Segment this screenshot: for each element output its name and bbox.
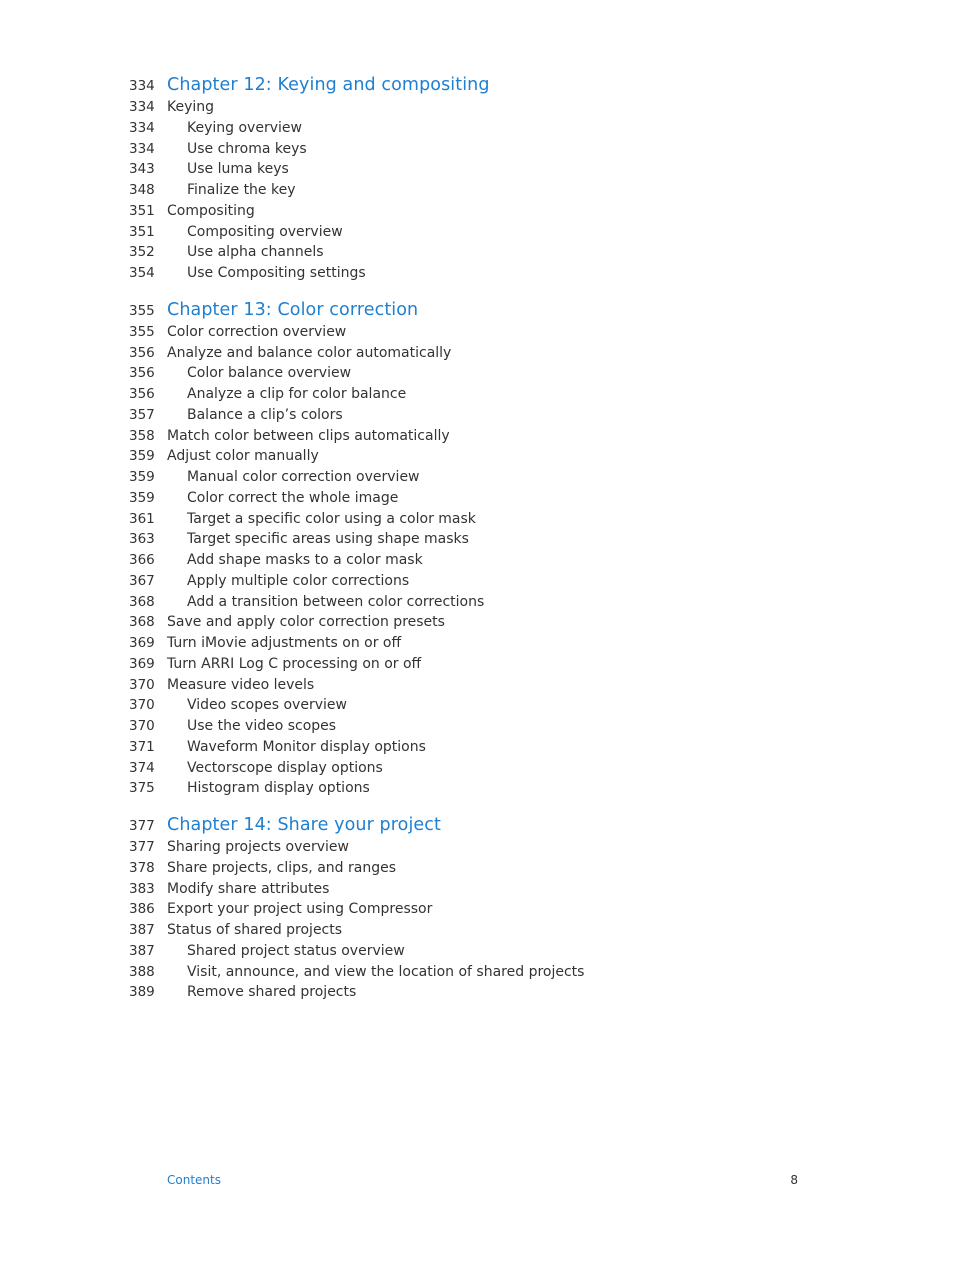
chapter-12-section: [0, 73, 954, 284]
toc-entry-label[interactable]: Histogram display options: [187, 780, 370, 797]
toc-entry-label[interactable]: Export your project using Compressor: [167, 901, 433, 918]
toc-entry[interactable]: [0, 405, 954, 426]
toc-entry[interactable]: [0, 322, 954, 343]
toc-entry[interactable]: [0, 550, 954, 571]
toc-entry-label[interactable]: Target specific areas using shape masks: [187, 531, 469, 548]
toc-page-number: 370: [129, 697, 155, 714]
toc-entry-label[interactable]: Share projects, clips, and ranges: [167, 859, 396, 876]
toc-page-number: 387: [129, 922, 155, 938]
toc-entry-label[interactable]: Add a transition between color corrections: [187, 593, 485, 610]
toc-page-number: 375: [129, 780, 155, 797]
toc-page-number: 351: [129, 223, 155, 240]
toc-entry-label[interactable]: Save and apply color correction presets: [167, 614, 445, 631]
toc-entry-label[interactable]: Use alpha channels: [187, 244, 324, 261]
toc-page-number: 343: [129, 161, 155, 178]
toc-entry[interactable]: [0, 879, 954, 900]
toc-page-number: 334: [129, 119, 155, 136]
toc-entry-label[interactable]: Target a specific color using a color mask: [187, 510, 476, 527]
toc-entry[interactable]: [0, 571, 954, 592]
toc-entry-label[interactable]: Match color between clips automatically: [167, 427, 450, 444]
chapter-page-number: 377: [129, 818, 155, 834]
toc-page-number: 369: [129, 635, 155, 651]
toc-page-number: 361: [129, 510, 155, 527]
toc-entry-label[interactable]: Visit, announce, and view the location of shared projects: [187, 963, 585, 980]
toc-entry[interactable]: [0, 858, 954, 879]
toc-entry[interactable]: [0, 139, 954, 160]
toc-entry-label[interactable]: Keying overview: [187, 119, 302, 136]
toc-entry-label[interactable]: Turn iMovie adjustments on or off: [167, 635, 402, 651]
toc-page-number: 383: [129, 880, 155, 897]
toc-page-number: 371: [129, 738, 155, 755]
toc-entry-label[interactable]: Use Compositing settings: [187, 265, 366, 281]
toc-entry[interactable]: [0, 446, 954, 467]
chapter-heading[interactable]: [0, 298, 954, 322]
toc-entry[interactable]: [0, 159, 954, 180]
toc-entry-label[interactable]: Measure video levels: [167, 676, 315, 693]
toc-entry[interactable]: [0, 758, 954, 779]
toc-entry[interactable]: [0, 654, 954, 675]
toc-entry[interactable]: [0, 675, 954, 696]
toc-entry[interactable]: [0, 263, 954, 284]
toc-entry-label[interactable]: Keying: [167, 99, 215, 115]
page-footer: [0, 1173, 954, 1191]
toc-entry-label[interactable]: Color correct the whole image: [187, 489, 399, 506]
toc-page-number: 368: [129, 614, 155, 631]
toc-entry-label[interactable]: Vectorscope display options: [187, 759, 383, 776]
toc-entry-label[interactable]: Use chroma keys: [187, 140, 307, 157]
toc-page-number: 378: [129, 859, 155, 876]
toc-page-number: 366: [129, 552, 155, 568]
toc-page-number: 356: [129, 365, 155, 382]
toc-entry-label[interactable]: Adjust color manually: [167, 448, 319, 465]
toc-entry-label[interactable]: Balance a clip’s colors: [187, 406, 343, 423]
toc-entry-label[interactable]: Waveform Monitor display options: [187, 738, 426, 755]
toc-entry-label[interactable]: Color correction overview: [167, 323, 347, 340]
toc-entry[interactable]: [0, 363, 954, 384]
toc-page-number: 370: [129, 676, 155, 693]
toc-entry-label[interactable]: Status of shared projects: [167, 922, 343, 938]
toc-entry-label[interactable]: Remove shared projects: [187, 984, 357, 1001]
toc-page-number: 351: [129, 202, 155, 219]
toc-page-number: 368: [129, 593, 155, 610]
chapter-13-section: [0, 298, 954, 799]
toc-entry[interactable]: [0, 837, 954, 858]
toc-entry-label[interactable]: Modify share attributes: [167, 880, 330, 897]
footer-page-number: 8: [790, 1173, 798, 1187]
toc-entry-label[interactable]: Add shape masks to a color mask: [187, 552, 423, 568]
toc-entry[interactable]: [0, 118, 954, 139]
toc-entry[interactable]: [0, 488, 954, 509]
toc-entry[interactable]: [0, 242, 954, 263]
toc-entry[interactable]: [0, 920, 954, 941]
toc-entry-label[interactable]: Color balance overview: [187, 365, 352, 382]
toc-entry[interactable]: [0, 222, 954, 243]
toc-entry[interactable]: [0, 426, 954, 447]
toc-entry[interactable]: [0, 180, 954, 201]
toc-entry[interactable]: [0, 982, 954, 1003]
toc-entry[interactable]: [0, 467, 954, 488]
toc-page-number: 388: [129, 963, 155, 980]
toc-entry-label[interactable]: Analyze and balance color automatically: [167, 344, 452, 361]
toc-entry[interactable]: [0, 695, 954, 716]
toc-page-number: 369: [129, 655, 155, 672]
toc-page-number: 386: [129, 901, 155, 918]
toc-page-number: 370: [129, 718, 155, 734]
chapter-page-number: 355: [129, 302, 155, 319]
toc-page-number: 359: [129, 448, 155, 465]
toc-entry[interactable]: [0, 716, 954, 737]
chapter-title[interactable]: Chapter 12: Keying and compositing: [167, 75, 490, 95]
toc-entry[interactable]: [0, 941, 954, 962]
toc-page-number: 334: [129, 99, 155, 115]
toc-page-number: 348: [129, 182, 155, 198]
toc-page-number: 374: [129, 759, 155, 776]
toc-entry-label[interactable]: Use the video scopes: [187, 718, 337, 734]
toc-page-number: 363: [129, 531, 155, 548]
chapter-page-number: 334: [129, 78, 155, 94]
toc-page-number: 356: [129, 386, 155, 402]
toc-entry[interactable]: [0, 201, 954, 222]
toc-entry-label[interactable]: Use luma keys: [187, 161, 289, 178]
toc-entry[interactable]: [0, 612, 954, 633]
toc-entry[interactable]: [0, 529, 954, 550]
toc-entry[interactable]: [0, 737, 954, 758]
chapter-heading[interactable]: [0, 813, 954, 837]
toc-page-number: 358: [129, 427, 155, 444]
toc-entry-label[interactable]: Finalize the key: [187, 182, 296, 198]
toc-page-number: 352: [129, 244, 155, 261]
toc-entry[interactable]: [0, 592, 954, 613]
toc-entry[interactable]: [0, 633, 954, 654]
toc-entry-label[interactable]: Shared project status overview: [187, 942, 405, 959]
toc-entry-label[interactable]: Apply multiple color corrections: [187, 572, 410, 589]
toc-page-number: 389: [129, 984, 155, 1001]
toc-entry[interactable]: [0, 962, 954, 983]
toc-entry[interactable]: [0, 343, 954, 364]
footer-contents-link[interactable]: Contents: [167, 1173, 221, 1187]
toc-entry-label[interactable]: Compositing: [167, 202, 255, 219]
toc-entry[interactable]: [0, 509, 954, 530]
chapter-heading[interactable]: [0, 73, 954, 97]
chapter-title[interactable]: Chapter 13: Color correction: [167, 299, 419, 320]
table-of-contents: [0, 73, 954, 1003]
toc-entry-label[interactable]: Analyze a clip for color balance: [187, 386, 407, 402]
toc-entry[interactable]: [0, 899, 954, 920]
toc-entry-label[interactable]: Compositing overview: [187, 223, 343, 240]
toc-page-number: 387: [129, 942, 155, 959]
chapter-title[interactable]: Chapter 14: Share your project: [167, 815, 441, 835]
toc-page-number: 357: [129, 406, 155, 423]
toc-entry[interactable]: [0, 97, 954, 118]
toc-page-number: 367: [129, 572, 155, 589]
toc-entry-label[interactable]: Manual color correction overview: [187, 469, 420, 485]
toc-entry-label[interactable]: Video scopes overview: [187, 697, 347, 714]
toc-page-number: 359: [129, 469, 155, 485]
toc-page-number: 377: [129, 839, 155, 855]
toc-page-number: 356: [129, 344, 155, 361]
toc-page-number: 334: [129, 140, 155, 157]
toc-entry-label[interactable]: Sharing projects overview: [167, 839, 349, 855]
toc-page-number: 354: [129, 265, 155, 281]
toc-entry[interactable]: [0, 384, 954, 405]
toc-page-number: 355: [129, 323, 155, 340]
chapter-14-section: [0, 813, 954, 1003]
toc-page-number: 359: [129, 489, 155, 506]
toc-entry[interactable]: [0, 778, 954, 799]
toc-entry-label[interactable]: Turn ARRI Log C processing on or off: [167, 655, 422, 672]
